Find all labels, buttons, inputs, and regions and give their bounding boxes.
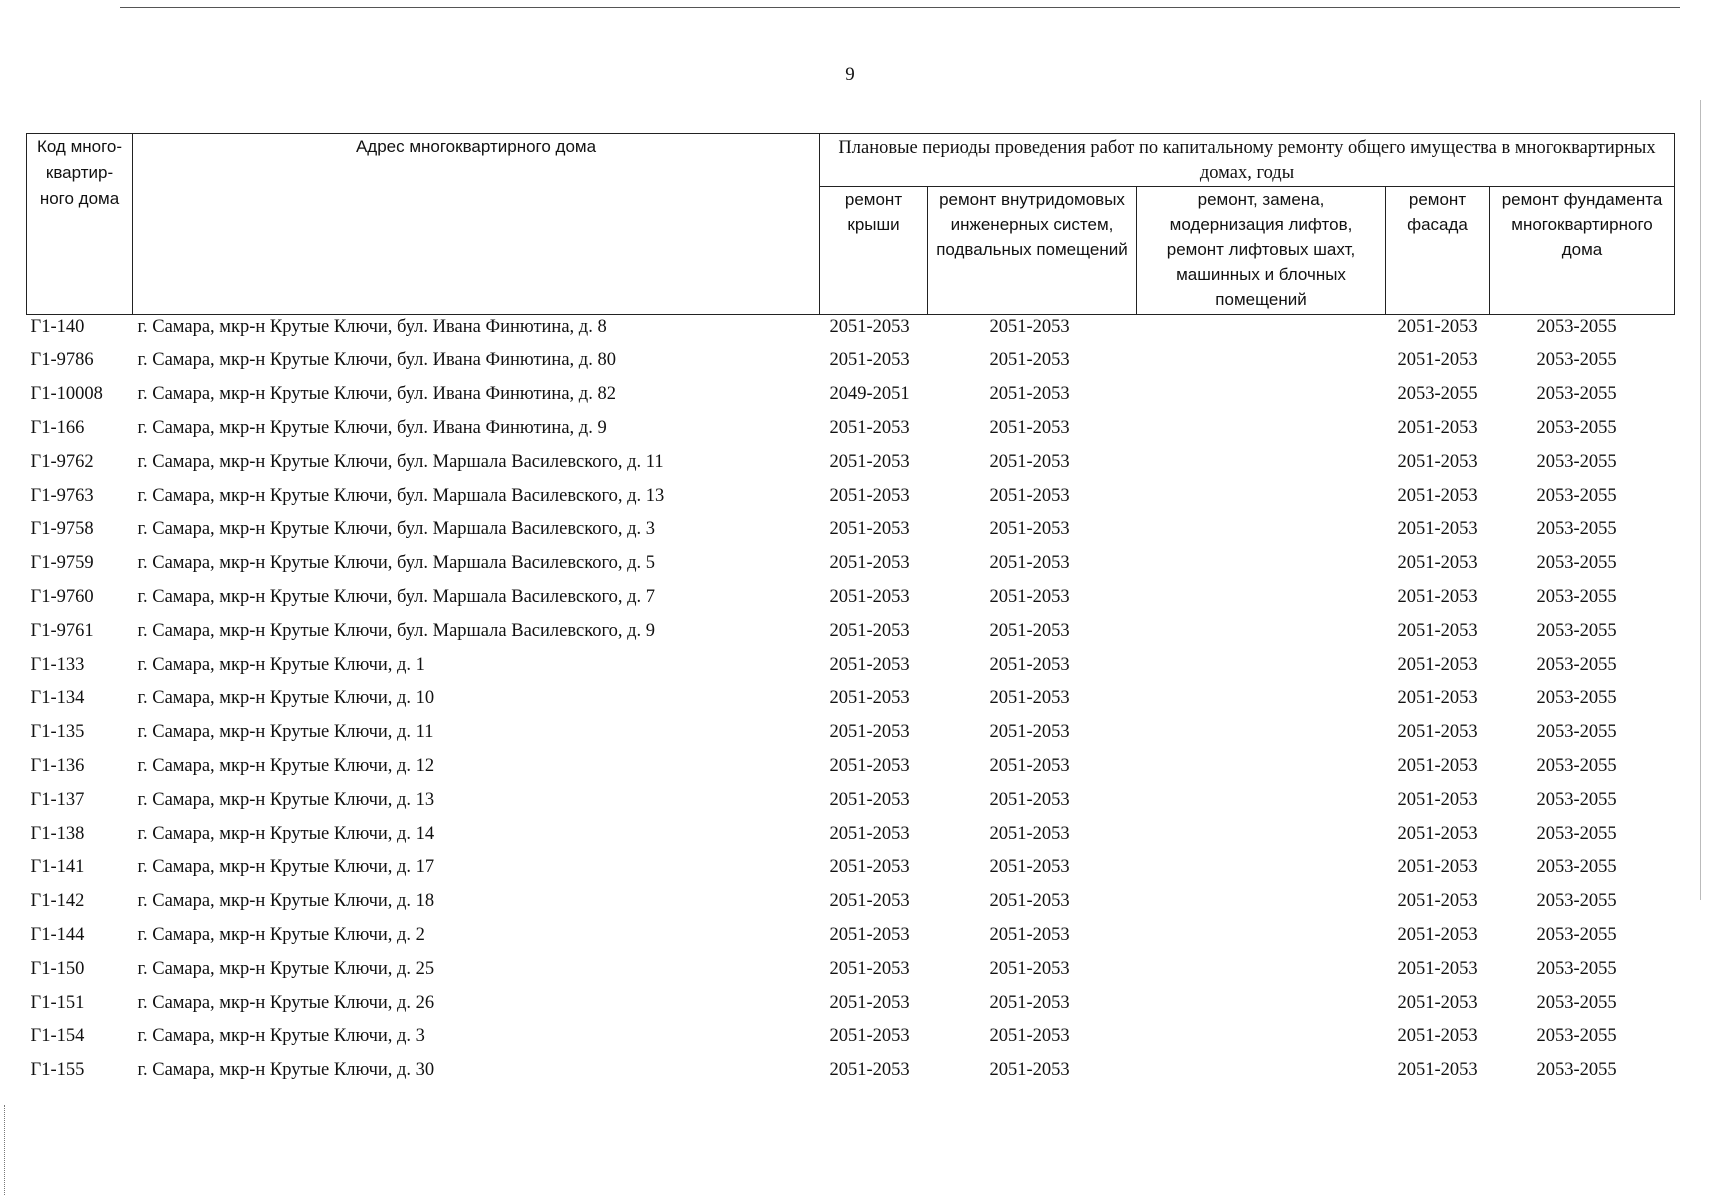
cell-code: Г1-144	[30, 924, 85, 945]
cell-roof: 2051-2053	[829, 417, 910, 438]
cell-facade: 2051-2053	[1397, 958, 1478, 979]
header-foundation: ремонт фундамента многоквартирного дома	[1490, 187, 1675, 315]
cell-foundation: 2053-2055	[1536, 924, 1617, 945]
cell-engineering: 2051-2053	[989, 586, 1070, 607]
cell-code: Г1-9760	[30, 586, 94, 607]
cell-facade: 2051-2053	[1397, 451, 1478, 472]
cell-facade: 2051-2053	[1397, 519, 1478, 540]
table-row	[27, 344, 1675, 378]
cell-facade: 2051-2053	[1397, 857, 1478, 878]
cell-roof: 2051-2053	[829, 350, 910, 371]
cell-facade: 2051-2053	[1397, 350, 1478, 371]
cell-engineering: 2051-2053	[989, 958, 1070, 979]
cell-engineering: 2051-2053	[989, 1060, 1070, 1081]
cell-foundation: 2053-2055	[1536, 688, 1617, 709]
cell-facade: 2051-2053	[1397, 891, 1478, 912]
cell-engineering: 2051-2053	[989, 924, 1070, 945]
table-row	[27, 378, 1675, 412]
cell-foundation: 2053-2055	[1536, 586, 1617, 607]
cell-foundation: 2053-2055	[1536, 891, 1617, 912]
cell-engineering: 2051-2053	[989, 620, 1070, 641]
cell-facade: 2051-2053	[1397, 654, 1478, 675]
cell-address: г. Самара, мкр-н Крутые Ключи, д. 3	[137, 1026, 425, 1047]
table-row	[27, 750, 1675, 784]
cell-facade: 2051-2053	[1397, 317, 1478, 337]
header-roof: ремонт крыши	[820, 187, 928, 315]
cell-foundation: 2053-2055	[1536, 485, 1617, 506]
cell-facade: 2051-2053	[1397, 823, 1478, 844]
cell-roof: 2051-2053	[829, 755, 910, 776]
cell-facade: 2051-2053	[1397, 924, 1478, 945]
cell-address: г. Самара, мкр-н Крутые Ключи, бул. Ивана Финютина, д. 8	[137, 317, 607, 337]
cell-foundation: 2053-2055	[1536, 1026, 1617, 1047]
cell-roof: 2051-2053	[829, 1060, 910, 1081]
cell-address: г. Самара, мкр-н Крутые Ключи, д. 30	[137, 1060, 435, 1081]
cell-foundation: 2053-2055	[1536, 992, 1617, 1013]
cell-facade: 2051-2053	[1397, 586, 1478, 607]
cell-facade: 2051-2053	[1397, 417, 1478, 438]
cell-code: Г1-9761	[30, 620, 94, 641]
cell-code: Г1-135	[30, 722, 85, 743]
cell-code: Г1-154	[30, 1026, 85, 1047]
table-row	[27, 513, 1675, 547]
cell-roof: 2051-2053	[829, 722, 910, 743]
cell-roof: 2051-2053	[829, 823, 910, 844]
cell-lift	[1137, 1054, 1386, 1088]
cell-lift	[1137, 952, 1386, 986]
cell-lift	[1137, 378, 1386, 412]
cell-engineering: 2051-2053	[989, 755, 1070, 776]
table-row	[27, 479, 1675, 513]
cell-foundation: 2053-2055	[1536, 1060, 1617, 1081]
cell-lift	[1137, 783, 1386, 817]
cell-facade: 2051-2053	[1397, 755, 1478, 776]
repair-schedule-table	[26, 133, 1675, 1088]
margin-scan-marks	[4, 1105, 13, 1195]
cell-engineering: 2051-2053	[989, 654, 1070, 675]
cell-address: г. Самара, мкр-н Крутые Ключи, бул. Маршала Василевского, д. 7	[137, 586, 656, 607]
cell-lift	[1137, 1020, 1386, 1054]
cell-foundation: 2053-2055	[1536, 553, 1617, 574]
cell-code: Г1-142	[30, 891, 85, 912]
cell-engineering: 2051-2053	[989, 992, 1070, 1013]
cell-lift	[1137, 919, 1386, 953]
cell-lift	[1137, 986, 1386, 1020]
cell-lift	[1137, 614, 1386, 648]
cell-facade: 2053-2055	[1397, 384, 1478, 405]
cell-roof: 2051-2053	[829, 451, 910, 472]
cell-code: Г1-9786	[30, 350, 94, 371]
cell-lift	[1137, 817, 1386, 851]
cell-engineering: 2051-2053	[989, 823, 1070, 844]
cell-address: г. Самара, мкр-н Крутые Ключи, д. 13	[137, 789, 435, 810]
cell-roof: 2051-2053	[829, 317, 910, 337]
cell-code: Г1-133	[30, 654, 85, 675]
table-row	[27, 817, 1675, 851]
cell-code: Г1-134	[30, 688, 85, 709]
table-row	[27, 885, 1675, 919]
cell-lift	[1137, 479, 1386, 513]
cell-lift	[1137, 682, 1386, 716]
table-row	[27, 1054, 1675, 1088]
cell-address: г. Самара, мкр-н Крутые Ключи, д. 1	[137, 654, 425, 675]
cell-code: Г1-155	[30, 1060, 85, 1081]
cell-code: Г1-9759	[30, 553, 94, 574]
table-row	[27, 783, 1675, 817]
cell-code: Г1-138	[30, 823, 85, 844]
cell-roof: 2051-2053	[829, 553, 910, 574]
cell-address: г. Самара, мкр-н Крутые Ключи, бул. Ивана Финютина, д. 80	[137, 350, 616, 371]
table-row	[27, 952, 1675, 986]
cell-engineering: 2051-2053	[989, 451, 1070, 472]
cell-foundation: 2053-2055	[1536, 384, 1617, 405]
cell-foundation: 2053-2055	[1536, 755, 1617, 776]
cell-engineering: 2051-2053	[989, 891, 1070, 912]
cell-facade: 2051-2053	[1397, 789, 1478, 810]
cell-roof: 2051-2053	[829, 586, 910, 607]
top-rule	[120, 7, 1680, 8]
cell-facade: 2051-2053	[1397, 485, 1478, 506]
cell-foundation: 2053-2055	[1536, 350, 1617, 371]
table-row	[27, 445, 1675, 479]
header-code: Код много-квартир-ного дома	[27, 134, 133, 315]
cell-facade: 2051-2053	[1397, 688, 1478, 709]
table-row	[27, 412, 1675, 446]
cell-facade: 2051-2053	[1397, 1026, 1478, 1047]
cell-address: г. Самара, мкр-н Крутые Ключи, бул. Ивана Финютина, д. 82	[137, 384, 616, 405]
header-address: Адрес многоквартирного дома	[133, 134, 820, 315]
cell-lift	[1137, 750, 1386, 784]
cell-lift	[1137, 445, 1386, 479]
cell-engineering: 2051-2053	[989, 722, 1070, 743]
cell-engineering: 2051-2053	[989, 789, 1070, 810]
cell-roof: 2051-2053	[829, 992, 910, 1013]
cell-lift	[1137, 716, 1386, 750]
header-engineering: ремонт внутридомовых инженерных систем, подвальных помещений	[928, 187, 1137, 315]
table-row	[27, 851, 1675, 885]
cell-foundation: 2053-2055	[1536, 789, 1617, 810]
cell-lift	[1137, 412, 1386, 446]
cell-foundation: 2053-2055	[1536, 451, 1617, 472]
cell-engineering: 2051-2053	[989, 857, 1070, 878]
table-row	[27, 648, 1675, 682]
right-edge-rule	[1700, 100, 1701, 900]
cell-foundation: 2053-2055	[1536, 722, 1617, 743]
table-row	[27, 682, 1675, 716]
cell-roof: 2051-2053	[829, 688, 910, 709]
table-row	[27, 315, 1675, 345]
cell-address: г. Самара, мкр-н Крутые Ключи, д. 25	[137, 958, 435, 979]
cell-code: Г1-10008	[30, 384, 103, 405]
cell-engineering: 2051-2053	[989, 417, 1070, 438]
cell-foundation: 2053-2055	[1536, 317, 1617, 337]
cell-roof: 2051-2053	[829, 958, 910, 979]
cell-engineering: 2051-2053	[989, 1026, 1070, 1047]
cell-roof: 2051-2053	[829, 857, 910, 878]
cell-foundation: 2053-2055	[1536, 519, 1617, 540]
cell-address: г. Самара, мкр-н Крутые Ключи, бул. Маршала Василевского, д. 3	[137, 519, 656, 540]
cell-roof: 2049-2051	[829, 384, 910, 405]
table-row	[27, 614, 1675, 648]
cell-address: г. Самара, мкр-н Крутые Ключи, бул. Маршала Василевского, д. 11	[137, 451, 664, 472]
cell-code: Г1-137	[30, 789, 85, 810]
cell-facade: 2051-2053	[1397, 992, 1478, 1013]
cell-address: г. Самара, мкр-н Крутые Ключи, д. 10	[137, 688, 435, 709]
cell-lift	[1137, 648, 1386, 682]
cell-address: г. Самара, мкр-н Крутые Ключи, д. 17	[137, 857, 435, 878]
table-row	[27, 716, 1675, 750]
cell-lift	[1137, 315, 1386, 345]
cell-code: Г1-140	[30, 317, 85, 337]
cell-roof: 2051-2053	[829, 620, 910, 641]
cell-roof: 2051-2053	[829, 789, 910, 810]
cell-code: Г1-141	[30, 857, 85, 878]
cell-lift	[1137, 513, 1386, 547]
cell-engineering: 2051-2053	[989, 384, 1070, 405]
cell-code: Г1-166	[30, 417, 85, 438]
cell-address: г. Самара, мкр-н Крутые Ключи, д. 12	[137, 755, 435, 776]
cell-facade: 2051-2053	[1397, 1060, 1478, 1081]
cell-address: г. Самара, мкр-н Крутые Ключи, бул. Ивана Финютина, д. 9	[137, 417, 607, 438]
cell-foundation: 2053-2055	[1536, 958, 1617, 979]
cell-lift	[1137, 851, 1386, 885]
cell-address: г. Самара, мкр-н Крутые Ключи, д. 18	[137, 891, 435, 912]
cell-code: Г1-9763	[30, 485, 94, 506]
cell-code: Г1-150	[30, 958, 85, 979]
cell-engineering: 2051-2053	[989, 485, 1070, 506]
table-body	[27, 315, 1675, 1088]
table-row	[27, 581, 1675, 615]
cell-foundation: 2053-2055	[1536, 823, 1617, 844]
cell-facade: 2051-2053	[1397, 620, 1478, 641]
cell-engineering: 2051-2053	[989, 688, 1070, 709]
cell-code: Г1-9758	[30, 519, 94, 540]
cell-address: г. Самара, мкр-н Крутые Ключи, д. 11	[137, 722, 434, 743]
cell-roof: 2051-2053	[829, 485, 910, 506]
cell-lift	[1137, 547, 1386, 581]
cell-address: г. Самара, мкр-н Крутые Ключи, д. 14	[137, 823, 435, 844]
table-row	[27, 986, 1675, 1020]
cell-foundation: 2053-2055	[1536, 620, 1617, 641]
cell-lift	[1137, 885, 1386, 919]
cell-roof: 2051-2053	[829, 1026, 910, 1047]
page-number: 9	[845, 64, 855, 85]
cell-engineering: 2051-2053	[989, 519, 1070, 540]
cell-facade: 2051-2053	[1397, 553, 1478, 574]
cell-code: Г1-151	[30, 992, 85, 1013]
cell-foundation: 2053-2055	[1536, 654, 1617, 675]
cell-address: г. Самара, мкр-н Крутые Ключи, бул. Маршала Василевского, д. 5	[137, 553, 656, 574]
cell-code: Г1-136	[30, 755, 85, 776]
cell-address: г. Самара, мкр-н Крутые Ключи, бул. Маршала Василевского, д. 9	[137, 620, 656, 641]
cell-roof: 2051-2053	[829, 891, 910, 912]
table-row	[27, 919, 1675, 953]
header-lift: ремонт, замена, модернизация лифтов, ремонт лифтовых шахт, машинных и блочных помещений	[1137, 187, 1386, 315]
cell-foundation: 2053-2055	[1536, 417, 1617, 438]
cell-lift	[1137, 581, 1386, 615]
cell-address: г. Самара, мкр-н Крутые Ключи, бул. Маршала Василевского, д. 13	[137, 485, 665, 506]
cell-address: г. Самара, мкр-н Крутые Ключи, д. 26	[137, 992, 435, 1013]
table-row	[27, 547, 1675, 581]
cell-foundation: 2053-2055	[1536, 857, 1617, 878]
cell-facade: 2051-2053	[1397, 722, 1478, 743]
header-facade: ремонт фасада	[1386, 187, 1490, 315]
cell-lift	[1137, 344, 1386, 378]
cell-roof: 2051-2053	[829, 519, 910, 540]
cell-address: г. Самара, мкр-н Крутые Ключи, д. 2	[137, 924, 425, 945]
header-planned-periods: Плановые периоды проведения работ по капитальному ремонту общего имущества в многоквартирных домах, годы	[820, 134, 1675, 187]
cell-engineering: 2051-2053	[989, 350, 1070, 371]
cell-roof: 2051-2053	[829, 924, 910, 945]
cell-code: Г1-9762	[30, 451, 94, 472]
cell-engineering: 2051-2053	[989, 317, 1070, 337]
table-row	[27, 1020, 1675, 1054]
cell-roof: 2051-2053	[829, 654, 910, 675]
cell-engineering: 2051-2053	[989, 553, 1070, 574]
